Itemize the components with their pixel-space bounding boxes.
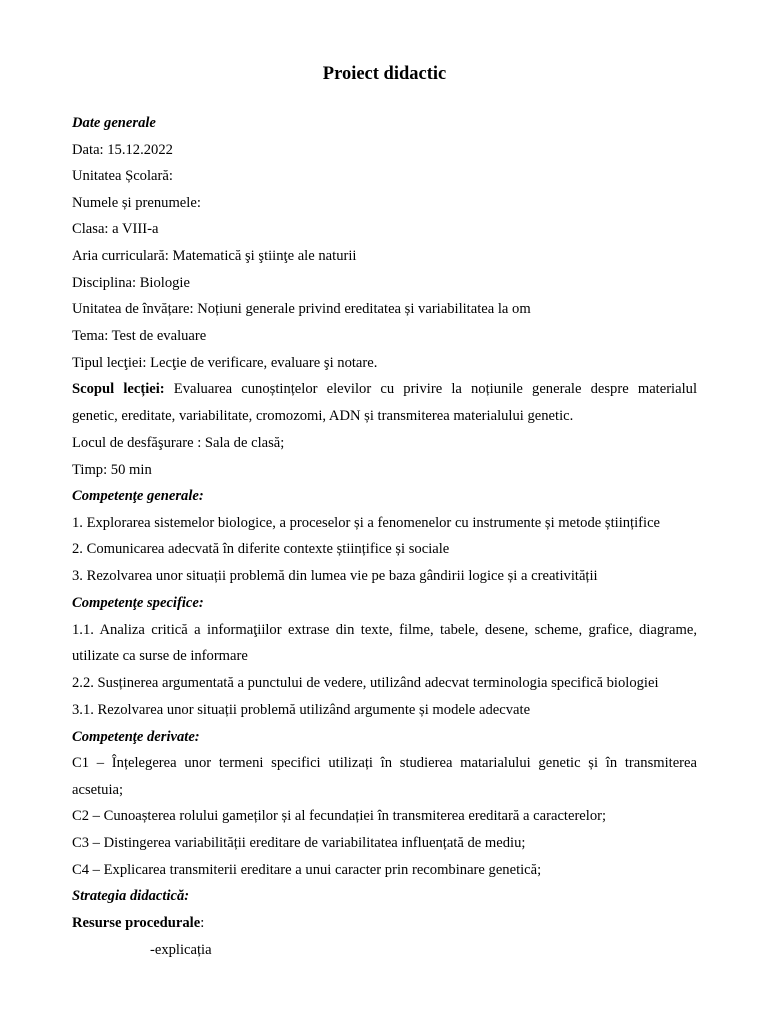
field-timp: Timp: 50 min bbox=[72, 462, 152, 478]
field-aria: Aria curriculară: Matematică şi ştiinţe ale naturii bbox=[72, 248, 357, 264]
list-item: 2. Comunicarea adecvată în diferite contexte științifice și sociale bbox=[72, 541, 450, 557]
list-item: 3.1. Rezolvarea unor situații problemă utilizând argumente și modele adecvate bbox=[72, 702, 531, 718]
list-item: 2.2. Susținerea argumentată a punctului de vedere, utilizând adecvat terminologia specifică biologiei bbox=[72, 675, 659, 691]
field-tema: Tema: Test de evaluare bbox=[72, 328, 207, 344]
field-data: Data: 15.12.2022 bbox=[72, 142, 173, 158]
list-item: 1. Explorarea sistemelor biologice, a proceselor și a fenomenelor cu instrumente și metode științifice bbox=[72, 515, 661, 531]
scopul-label: Scopul lecției: bbox=[72, 381, 165, 397]
section-heading-strategia: Strategia didactică: bbox=[72, 888, 190, 904]
resurse-label: Resurse procedurale bbox=[72, 915, 201, 931]
scopul-text: Evaluarea cunoștințelor elevilor cu privire la noțiunile generale despre materialul bbox=[164, 381, 697, 397]
list-item-cont: utilizate ca surse de informare bbox=[72, 648, 248, 664]
list-item: C1 – Înțelegerea unor termeni specifici utilizați în studierea matarialului genetic și în transmiterea bbox=[72, 755, 697, 771]
field-tipul: Tipul lecţiei: Lecţie de verificare, evaluare şi notare. bbox=[72, 355, 378, 371]
resurse-colon: : bbox=[200, 915, 205, 931]
list-item: C4 – Explicarea transmiterii ereditare a unui caracter prin recombinare genetică; bbox=[72, 862, 542, 878]
section-heading-date-generale: Date generale bbox=[72, 115, 156, 131]
document-title: Proiect didactic bbox=[322, 64, 447, 84]
field-unitate-invatare: Unitatea de învățare: Noțiuni generale privind ereditatea și variabilitatea la om bbox=[72, 301, 531, 317]
list-item: C3 – Distingerea variabilității ereditare de variabilitatea influențată de mediu; bbox=[72, 835, 526, 851]
list-item-cont: acsetuia; bbox=[72, 782, 124, 798]
field-disciplina: Disciplina: Biologie bbox=[72, 275, 190, 291]
field-scopul bbox=[72, 379, 697, 399]
field-scopul-cont: genetic, ereditate, variabilitate, cromozomi, ADN și transmiterea materialului genetic. bbox=[72, 408, 574, 424]
field-unitate: Unitatea Școlară: bbox=[72, 168, 173, 184]
field-clasa: Clasa: a VIII-a bbox=[72, 221, 159, 237]
list-item: -explicația bbox=[150, 942, 212, 958]
field-nume: Numele și prenumele: bbox=[72, 195, 201, 211]
resurse-procedurale bbox=[72, 913, 697, 933]
list-item: 1.1. Analiza critică a informaţiilor extrase din texte, filme, tabele, desene, scheme, grafice, diagrame, bbox=[72, 622, 697, 638]
field-locul: Locul de desfăşurare : Sala de clasă; bbox=[72, 435, 285, 451]
list-item: 3. Rezolvarea unor situații problemă din lumea vie pe baza gândirii logice și a creativității bbox=[72, 568, 598, 584]
section-heading-competente-specifice: Competenţe specifice: bbox=[72, 595, 204, 611]
list-item: C2 – Cunoașterea rolului gameților și al fecundației în transmiterea ereditară a caracterelor; bbox=[72, 808, 607, 824]
section-heading-competente-generale: Competenţe generale: bbox=[72, 488, 204, 504]
section-heading-competente-derivate: Competenţe derivate: bbox=[72, 729, 200, 745]
